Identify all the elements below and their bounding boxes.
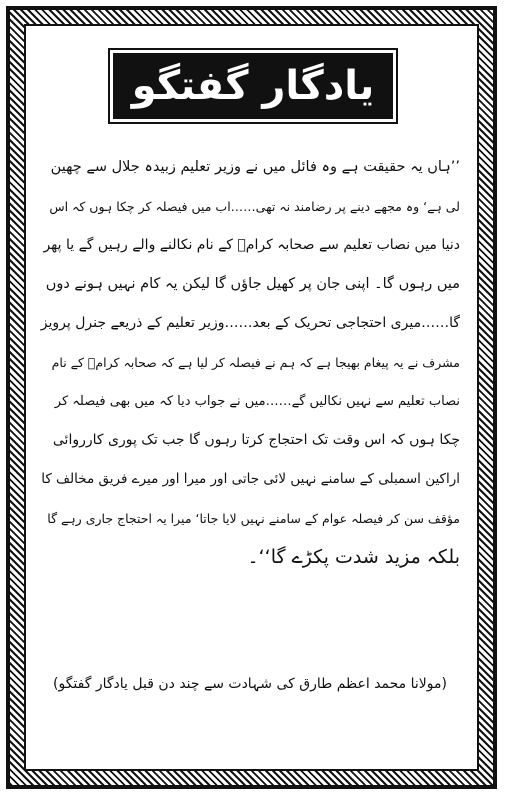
page-title: یادگار گفتگو (131, 63, 375, 109)
quote-body (40, 148, 460, 577)
quote-line: میں رہوں گا۔ اپنی جان پر کھیل جاؤں گا لیکن یہ کام نہیں ہونے دوں (45, 276, 460, 292)
quote-line: ’’ہاں یہ حقیقت ہے وہ فائل میں نے وزیر تعلیم زبیدہ جلال سے چھین (50, 159, 460, 175)
quote-line: چکا ہوں کہ اس وقت تک احتجاج کرتا رہوں گا جب تک پوری کارروائی (52, 432, 460, 448)
quote-line: اراکین اسمبلی کے سامنے نہیں لائی جاتی اور میرا اور میرے فریق مخالف کا (41, 471, 460, 487)
attribution-caption: (مولانا محمد اعظم طارق کی شہادت سے چند دن قبل یادگار گفتگو) (53, 676, 447, 692)
quote-line: بلکہ مزید شدت پکڑے گا‘‘۔ (247, 546, 460, 568)
quote-line: دنیا میں نصاب تعلیم سے صحابہ کرامؓ کے نام نکالنے والے رہیں گے یا پھر (43, 237, 460, 253)
title-banner (113, 53, 393, 119)
quote-line: لی ہے‘ وہ مجھے دینے پر رضامند نہ تھی……اب میں فیصلہ کر چکا ہوں کہ اس (49, 199, 460, 214)
quote-line: گا……میری احتجاجی تحریک کے بعد……وزیر تعلیم کے ذریعے جنرل پرویز (40, 315, 460, 331)
quote-line: مشرف نے یہ پیغام بھیجا ہے کہ ہم نے فیصلہ کر لیا ہے کہ صحابہ کرامؓ کے نام (51, 355, 460, 370)
quote-line: مؤقف سن کر فیصلہ عوام کے سامنے نہیں لایا جاتا‘ میرا یہ احتجاج جاری رہے گا (47, 511, 460, 526)
quote-line: نصاب تعلیم سے نہیں نکالیں گے……میں نے جواب دیا کہ میں بھی فیصلہ کر (54, 394, 460, 409)
